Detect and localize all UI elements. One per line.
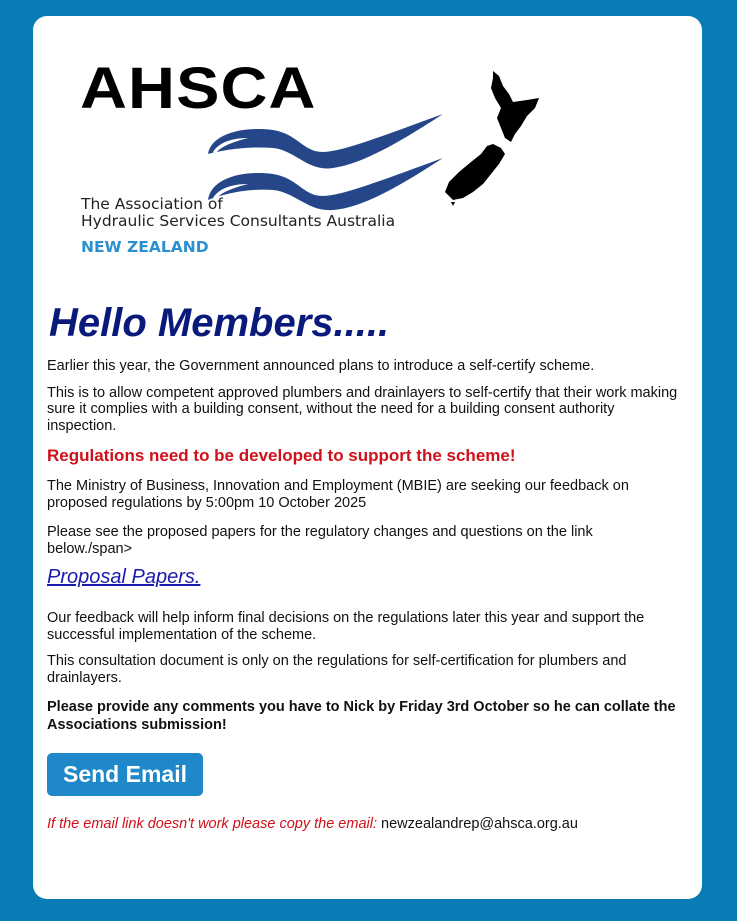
logo-country: NEW ZEALAND — [81, 238, 209, 256]
papers-paragraph: Please see the proposed papers for the regulatory changes and questions on the link below./span> — [47, 524, 593, 557]
new-zealand-map-icon — [443, 68, 543, 208]
logo-wordmark: AHSCA — [80, 56, 317, 121]
ahsca-logo — [33, 16, 702, 276]
send-email-button[interactable]: Send Email — [47, 753, 203, 796]
logo-org-name — [81, 196, 395, 230]
org-line-2: Hydraulic Services Consultants Australia — [81, 212, 396, 230]
message-body — [47, 300, 679, 833]
feedback-paragraph: Our feedback will help inform final decisions on the regulations later this year and support the successful implementation of the scheme. — [47, 610, 645, 643]
org-line-1: The Association of — [81, 195, 223, 213]
proposal-papers-link[interactable]: Proposal Papers. — [47, 566, 201, 588]
mbie-paragraph: The Ministry of Business, Innovation and Employment (MBIE) are seeking our feedback on proposed regulations by 5:00pm 10 October 2025 — [47, 478, 629, 511]
email-card — [33, 16, 702, 899]
scope-paragraph: This consultation document is only on the regulations for self-certification for plumbers and drainlayers. — [47, 653, 627, 686]
regulations-alert: Regulations need to be developed to support the scheme! — [47, 446, 516, 465]
email-fallback — [47, 816, 679, 833]
greeting-heading: Hello Members..... — [49, 301, 390, 345]
email-fallback-hint: If the email link doesn't work please copy the email: — [47, 816, 377, 832]
intro-paragraph: Earlier this year, the Government announced plans to introduce a self-certify scheme. — [47, 358, 595, 374]
purpose-paragraph: This is to allow competent approved plumbers and drainlayers to self-certify that their work making sure it complies with a building consent, without the need for a building consent authority inspection. — [47, 384, 678, 434]
fallback-email-address[interactable]: newzealandrep@ahsca.org.au — [381, 816, 578, 832]
comments-request: Please provide any comments you have to Nick by Friday 3rd October so he can collate the Associations submission! — [47, 699, 676, 733]
